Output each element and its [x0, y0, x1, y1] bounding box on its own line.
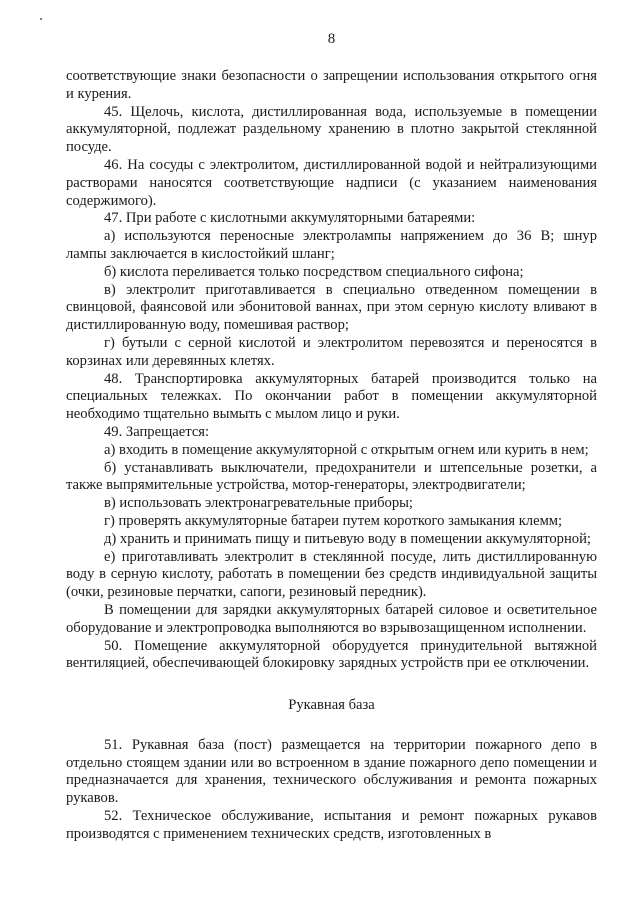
paragraph-47: 47. При работе с кислотными аккумуляторными батареями: [104, 210, 476, 227]
paragraph-49-a: а) входить в помещение аккумуляторной с открытым огнем или курить в нем; [104, 441, 589, 458]
paragraph-49-d: д) хранить и принимать пищу и питьевую воду в помещении аккумуляторной; [104, 530, 591, 547]
paragraph-49: 49. Запрещается: [104, 423, 210, 440]
document-page [66, 30, 597, 844]
paragraph-52: 52. Техническое обслуживание, испытания и ремонт пожарных рукавов производятся с применением технических средств, изготовленных в [66, 808, 597, 842]
paragraph-continuation: соответствующие знаки безопасности о запрещении использования открытого огня и курения. [66, 68, 597, 102]
paragraph-47-g: г) бутыли с серной кислотой и электролитом перевозятся и переносятся в корзинах или деревянных клетях. [66, 334, 597, 369]
paragraph-48: 48. Транспортировка аккумуляторных батарей производится только на специальных тележках. По окончании работ в помещении аккумуляторной необходимо тщательно вымыть с мылом лицо и руки. [66, 370, 597, 423]
scan-speck [40, 18, 42, 20]
paragraph-50: 50. Помещение аккумуляторной оборудуется принудительной вытяжной вентиляцией, обеспечивающей блокировку зарядных устройств при ее отключении. [66, 637, 597, 672]
paragraph-49-g: г) проверять аккумуляторные батареи путем короткого замыкания клемм; [104, 512, 563, 529]
paragraph-49-b: б) устанавливать выключатели, предохранители и штепсельные розетки, а также выпрямительные устройства, мотор-генераторы, электродвигатели; [66, 459, 597, 494]
paragraph-49-v: в) использовать электронагревательные приборы; [104, 495, 413, 512]
paragraph-47-a: а) используются переносные электролампы напряжением до 36 В; шнур лампы заключается в кислостойкий шланг; [66, 228, 597, 262]
paragraph-47-v: в) электролит приготавливается в специально отведенном помещении в свинцовой, фаянсовой или эбонитовой ваннах, при этом серную кислоту вливают в дистиллированную воду, помешивая раствор; [66, 281, 597, 334]
paragraph-charging-room: В помещении для зарядки аккумуляторных батарей силовое и осветительное оборудование и электропроводка выполняются во взрывозащищенном исполнении. [66, 601, 597, 636]
paragraph-47-b: б) кислота переливается только посредством специального сифона; [104, 263, 524, 280]
paragraph-45: 45. Щелочь, кислота, дистиллированная вода, используемые в помещении аккумуляторной, подлежат раздельному хранению в плотно закрытой стеклянной посуде. [66, 103, 597, 156]
section-heading: Рукавная база [288, 697, 375, 714]
paragraph-46: 46. На сосуды с электролитом, дистиллированной водой и нейтрализующими растворами наносятся соответствующие надписи (с указанием наименования содержимого). [66, 156, 597, 209]
page-number: 8 [327, 31, 336, 47]
paragraph-49-e: е) приготавливать электролит в стеклянной посуде, лить дистиллированную воду в серную кислоту, работать в помещении без средств индивидуальной защиты (очки, резиновые перчатки, сапоги, резиновый передник). [66, 548, 597, 601]
paragraph-51: 51. Рукавная база (пост) размещается на территории пожарного депо в отдельно стоящем здании или во встроенном в здание пожарного депо помещении и предназначается для хранения, технического обслуживания и ремонта пожарных рукавов. [66, 736, 597, 807]
